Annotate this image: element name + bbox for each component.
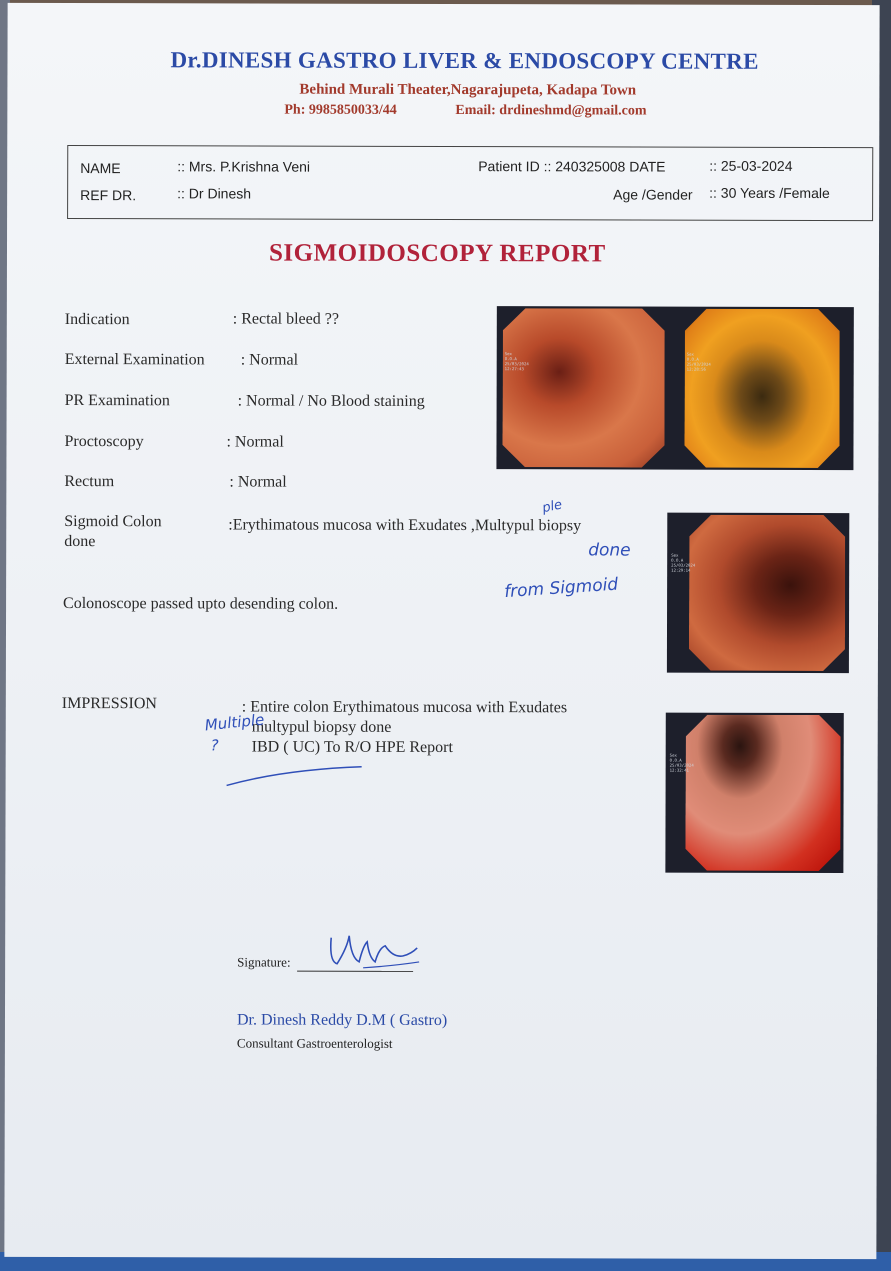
sigmoid-label: Sigmoid Colon: [64, 513, 162, 531]
sigmoid-value: :Erythimatous mucosa with Exudates ,Multypul biopsy: [228, 516, 582, 535]
endoscopy-image-panel-3: [665, 713, 843, 873]
doctor-title: Consultant Gastroenterologist: [236, 1035, 393, 1051]
handwritten-signature: [323, 928, 423, 974]
name-label: NAME: [80, 160, 121, 177]
clinic-address: Behind Murali Theater,Nagarajupeta, Kadapa Town: [299, 81, 637, 99]
name-value: :: Mrs. P.Krishna Veni: [177, 158, 311, 175]
patient-id: Patient ID :: 240325008 DATE: [478, 158, 666, 175]
ref-value: :: Dr Dinesh: [177, 185, 252, 202]
age-value: :: 30 Years /Female: [709, 184, 830, 202]
endoscopy-view-rectum: [502, 308, 664, 467]
external-exam-label: External Examination: [64, 351, 205, 369]
handwritten-from-sigmoid: from Sigmoid: [503, 574, 619, 603]
endoscopy-view-colon: [689, 515, 845, 671]
handwritten-question: ?: [210, 736, 219, 755]
handwritten-multiple: Multiple: [203, 710, 266, 735]
endoscopy-view-sigmoid: [684, 309, 839, 468]
endoscopy-image-panel-2: [667, 513, 849, 673]
clinic-phone: Ph: 9985850033/44: [284, 102, 397, 118]
pr-exam-label: PR Examination: [64, 392, 170, 410]
ref-label: REF DR.: [80, 187, 137, 204]
pr-exam-value: : Normal / No Blood staining: [237, 392, 425, 410]
doctor-name: Dr. Dinesh Reddy D.M ( Gastro): [236, 1011, 448, 1030]
handwritten-ple: ple: [540, 497, 564, 517]
impression-line1: : Entire colon Erythimatous mucosa with Exudates: [241, 698, 568, 717]
age-label: Age /Gender: [613, 186, 693, 203]
indication-label: Indication: [64, 311, 130, 329]
image-overlay-text: Sex O.O.A 25/03/2024 12:28:56: [686, 351, 711, 372]
impression-label: IMPRESSION: [61, 695, 157, 713]
clinic-name: Dr.DINESH GASTRO LIVER & ENDOSCOPY CENTRE: [170, 47, 759, 74]
date-value: :: 25-03-2024: [709, 157, 793, 174]
rectum-value: : Normal: [229, 473, 287, 491]
report-paper: [4, 3, 879, 1259]
image-overlay-text: Sex O.O.A 25/03/2024 12:29:14: [671, 552, 696, 573]
endoscopy-image-panel-1: [496, 306, 853, 470]
image-overlay-text: Sex O.O.A 25/03/2024 12:27:43: [504, 351, 529, 372]
clinic-email: Email: drdineshmd@gmail.com: [455, 103, 647, 119]
indication-value: : Rectal bleed ??: [232, 310, 340, 328]
external-exam-value: : Normal: [240, 351, 299, 369]
handwritten-underline: [224, 761, 366, 789]
rectum-label: Rectum: [64, 473, 115, 491]
proctoscopy-value: : Normal: [226, 433, 284, 451]
endoscopy-view-bleeding: [685, 715, 840, 871]
impression-line2: multypul biopsy done: [251, 718, 392, 736]
image-overlay-text: Sex O.O.A 25/03/2024 12:32:41: [669, 752, 694, 773]
proctoscopy-label: Proctoscopy: [64, 433, 144, 451]
impression-line3: IBD ( UC) To R/O HPE Report: [251, 738, 453, 757]
signature-label: Signature:: [237, 954, 291, 970]
patient-info-box: [67, 145, 873, 221]
colonoscope-note: Colonoscope passed upto desending colon.: [63, 595, 339, 613]
handwritten-done: done: [588, 540, 631, 561]
sigmoid-label-cont: done: [64, 533, 96, 551]
report-title: SIGMOIDOSCOPY REPORT: [268, 239, 606, 268]
